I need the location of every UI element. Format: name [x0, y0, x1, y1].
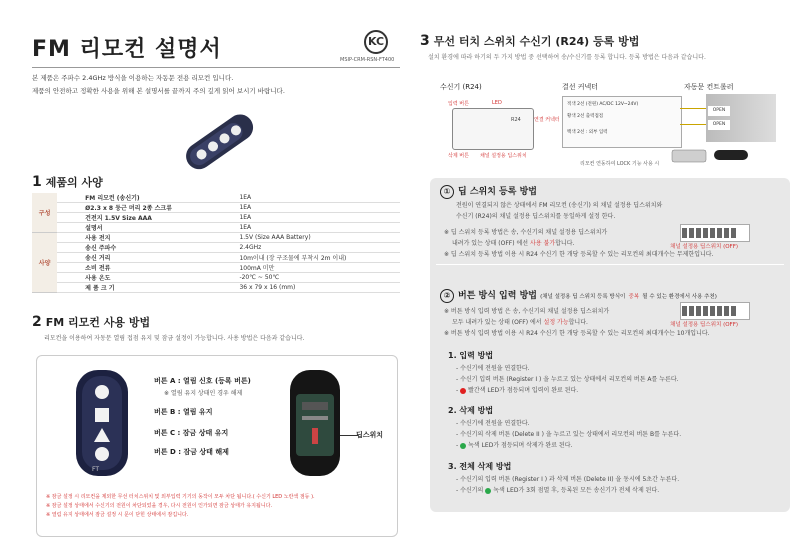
spec-label: FM 리모컨 (송신기)	[57, 193, 236, 203]
intro-line: 제품의 안전하고 정확한 사용을 위해 본 설명서를 끝까지 주의 깊게 읽어 보시기 바랍니다.	[32, 87, 285, 95]
table-row	[32, 263, 400, 273]
note-text: 내려가 있는 상태 (OFF) 에선	[452, 240, 529, 247]
spec-value: -20℃ ~ 50℃	[236, 273, 400, 283]
note-emphasis: 사용 불가	[530, 240, 556, 247]
step-line: - 수신기의 삭제 버튼 (Delete II ) 을 누르고 있는 상태에서 리모컨의 버튼 B를 누른다.	[456, 431, 682, 438]
spec-value: 10m이내 (장 구조물에 부착시 2m 이내)	[236, 253, 400, 263]
spec-label: 사용 온도	[57, 273, 236, 283]
connector-label: 결선 커넥터	[562, 83, 599, 91]
step-text: - 수신기의	[456, 487, 484, 494]
spec-label: 송신 거리	[57, 253, 236, 263]
dip-switch-icon	[680, 224, 750, 242]
wire-output: 황색 2선 출력접점	[567, 114, 604, 119]
open-terminal: OPEN	[708, 120, 730, 130]
note-emphasis: 설정 가능	[543, 319, 569, 326]
table-row	[32, 253, 400, 263]
table-row	[32, 223, 400, 233]
input-button-label: 입력 버튼	[448, 101, 469, 107]
method-number: ①	[440, 185, 454, 199]
method-note: 될 수 있는 환경에서 사용 추천)	[642, 294, 717, 300]
connector-block	[562, 96, 682, 148]
receiver-model: R24	[511, 117, 521, 123]
table-row	[32, 193, 400, 203]
section-title: 무선 터치 스위치 수신기 (R24) 등록 방법	[433, 35, 640, 48]
button-a-note: ※ 열림 유지 상태인 경우 해제	[164, 390, 243, 397]
spec-label: 송신 주파수	[57, 243, 236, 253]
wiring-diagram	[430, 78, 790, 174]
step-line: - 수신기에 전원을 연결한다.	[456, 420, 530, 427]
section-number: 3	[420, 33, 430, 49]
wire-input: 백색 2선 : 외부 입력	[567, 130, 608, 135]
usage-notes	[46, 493, 391, 520]
open-terminal: OPEN	[708, 106, 730, 116]
spec-value: 1EA	[236, 213, 400, 223]
spec-label: 제 품 크 기	[57, 283, 236, 293]
section-2-description: 리모컨을 이용하여 자동문 열림 접점 유지 및 잠금 설정이 가능합니다. 사용 방법은 다음과 같습니다.	[44, 335, 305, 342]
button-b-label: 버튼 B : 열림 유지	[154, 408, 213, 416]
step-line: - 녹색 LED가 점등되며 삭제가 완료 된다.	[456, 442, 573, 449]
red-led-icon	[460, 388, 466, 394]
section-title: 제품의 사양	[45, 176, 103, 189]
button-c-label: 버튼 C : 잠금 상태 유지	[154, 429, 229, 437]
controller-label: 자동문 컨트롤러	[684, 83, 734, 91]
button-d-label: 버튼 D : 잠금 상태 해제	[154, 448, 229, 456]
lock-note: 리모컨 연동하여 LOCK 기능 사용 시	[580, 161, 660, 167]
method-title: 딥 스위치 등록 방법	[458, 187, 537, 197]
intro-line: 본 제품은 주파수 2.4GHz 방식을 이용하는 자동문 전용 리모컨 입니다.	[32, 74, 234, 82]
method-title: 버튼 방식 입력 방법	[458, 291, 537, 301]
method-note: (채널 설정용 딥 스위치 등록 방식이	[540, 294, 626, 300]
spec-category-specs: 사양	[32, 233, 57, 293]
led-label: LED	[492, 100, 502, 106]
note-line: ※ 열림 유지 상태에서 잠금 설정 시 문이 닫힌 상태에서 잠깁니다.	[46, 512, 189, 518]
method-1-body	[456, 200, 786, 222]
method-note-emphasis: 중복	[628, 294, 640, 300]
title-rule	[32, 67, 400, 68]
spec-label: 건전지 1.5V Size AAA	[57, 213, 236, 223]
section-3-heading	[420, 33, 639, 49]
spec-label: Ø2.3 x 8 둥근 머리 2종 스크류	[57, 203, 236, 213]
section-3-description: 설치 환경에 따라 하기의 두 가지 방법 중 선택하여 송/수신기를 등록 합니다. 등록 방법은 다음과 같습니다.	[428, 54, 706, 61]
note-line: ※ 잠금 설정 상태에서 수신기의 전원이 차단되었을 경우, 다시 전원이 인가되면 잠금 상태가 유지됩니다.	[46, 503, 273, 509]
note-text: 모두 내려가 있는 상태 (OFF) 에서	[452, 319, 542, 326]
green-led-icon	[460, 443, 466, 449]
section-number: 1	[32, 174, 42, 190]
step-text: 녹색 LED가 점등되며 삭제가 완료 된다.	[468, 442, 573, 449]
spec-value: 1.5V (Size AAA Battery)	[236, 233, 400, 243]
note-line	[444, 238, 674, 249]
remote-brand-logo: FT	[92, 466, 100, 473]
button-a-label: 버튼 A : 열림 신호 (등록 버튼)	[154, 377, 251, 385]
receiver-label: 수신기 (R24)	[440, 83, 482, 91]
step-1-heading: 1. 입력 방법	[448, 351, 494, 360]
dip-switch-icon	[680, 302, 750, 320]
body-line: 수신기 (R24)의 채널 설정용 딥스위치를 동일하게 설정 한다.	[456, 213, 616, 220]
section-title: FM 리모컨 사용 방법	[45, 316, 151, 329]
table-row	[32, 283, 400, 293]
remote-photo	[175, 105, 263, 177]
controller-box	[706, 94, 776, 142]
section-2-heading	[32, 314, 150, 330]
wire-power: 적색 2선 (전원) AC/DC 12V~24V)	[567, 102, 639, 107]
step-2-heading: 2. 삭제 방법	[448, 406, 494, 415]
method-1-limit-note: ※ 딥 스위치 등록 방법 이용 시 R24 수신기 한 개당 등록할 수 있는 리모컨의 최대개수는 무제한입니다.	[444, 251, 714, 258]
note-line: ※ 버튼 방식 입력 방법 은 송, 수신기의 채널 설정용 딥스위치가	[444, 308, 610, 315]
dip-switch-caption: 채널 설정용 딥스위치 (OFF)	[670, 322, 739, 328]
green-led-icon	[485, 488, 491, 494]
table-row	[32, 213, 400, 223]
spec-label: 설명서	[57, 223, 236, 233]
spec-label: 소비 전류	[57, 263, 236, 273]
remote-back-illustration	[286, 368, 344, 480]
dip-switch-label: 딥스위치	[356, 431, 384, 439]
kc-certification-code: MSIP-CRM-RSN-FT400	[340, 57, 395, 63]
dip-switch-caption: 채널 설정용 딥스위치 (OFF)	[670, 244, 739, 250]
method-1-notes	[444, 227, 674, 249]
method-number: ②	[440, 289, 454, 303]
table-row	[32, 243, 400, 253]
intro-text	[32, 72, 392, 98]
section-number: 2	[32, 314, 42, 330]
note-text: 합니다.	[568, 319, 588, 326]
step-3-heading: 3. 전체 삭제 방법	[448, 462, 512, 471]
method-2-notes	[444, 306, 674, 328]
body-line: 전원이 연결되지 않은 상태에서 FM 리모컨 (송신기) 의 채널 설정용 딥스위치와	[456, 202, 663, 209]
step-line	[456, 485, 786, 496]
receiver-remote-photo	[670, 146, 750, 166]
step-1-body	[456, 363, 786, 396]
method-2-limit-note: ※ 버튼 방식 입력 방법 이용 시 R24 수신기 한 개당 등록할 수 있는 리모컨의 최대개수는 10개입니다.	[444, 330, 710, 337]
method-1-heading	[440, 184, 537, 199]
note-line: ※ 잠금 설정 시 리모컨을 제외한 무선 터치스위치 및 외부입력 기기의 동작이 모두 차단 됩니다.( 수신기 LED 노란색 점등 ).	[46, 494, 315, 500]
section-1-heading	[32, 174, 103, 190]
page-title: FM 리모컨 설명서	[32, 37, 222, 62]
spec-value: 100mA 미만	[236, 263, 400, 273]
spec-category-composition: 구성	[32, 193, 57, 233]
step-line: - 수신기 입력 버튼 (Register I ) 을 누르고 있는 상태에서 리모컨의 버튼 A를 누른다.	[456, 376, 679, 383]
spec-value: 1EA	[236, 203, 400, 213]
table-row	[32, 233, 400, 243]
note-line: ※ 딥 스위치 등록 방법은 송, 수신기의 채널 설정용 딥스위치가	[444, 229, 608, 236]
step-text: 빨간색 LED가 점등되며 입력이 완료 된다.	[468, 387, 579, 394]
step-text: 녹색 LED가 3회 점멸 후, 등록된 모든 송신기가 전체 삭제 된다.	[493, 487, 660, 494]
remote-front-illustration	[72, 368, 132, 480]
note-text: 합니다.	[555, 240, 575, 247]
spec-value: 36 x 79 x 16 (mm)	[236, 283, 400, 293]
step-line: - 빨간색 LED가 점등되며 입력이 완료 된다.	[456, 387, 579, 394]
table-row	[32, 203, 400, 213]
divider	[436, 264, 784, 265]
wire-line	[680, 124, 706, 125]
spec-table	[32, 193, 400, 293]
spec-label: 사용 전지	[57, 233, 236, 243]
spec-value: 2.4GHz	[236, 243, 400, 253]
step-line: - 수신기의 입력 버튼 (Register I ) 과 삭제 버튼 (Delete II) 을 동시에 5초간 누른다.	[456, 476, 680, 483]
step-line: - 수신기에 전원을 연결한다.	[456, 365, 530, 372]
step-3-body	[456, 474, 786, 496]
delete-button-label: 삭제 버튼	[448, 153, 469, 159]
kc-mark-icon: KC	[364, 30, 388, 54]
receiver-board	[452, 108, 534, 150]
channel-dip-label: 채널 설정용 딥스위치	[480, 153, 527, 159]
spec-value: 1EA	[236, 223, 400, 233]
step-2-body	[456, 418, 786, 451]
note-line	[444, 317, 674, 328]
wire-line	[680, 108, 706, 109]
spec-value: 1EA	[236, 193, 400, 203]
connector-caption: 연결 커넥터	[534, 117, 560, 123]
method-2-heading	[440, 288, 717, 303]
table-row	[32, 273, 400, 283]
